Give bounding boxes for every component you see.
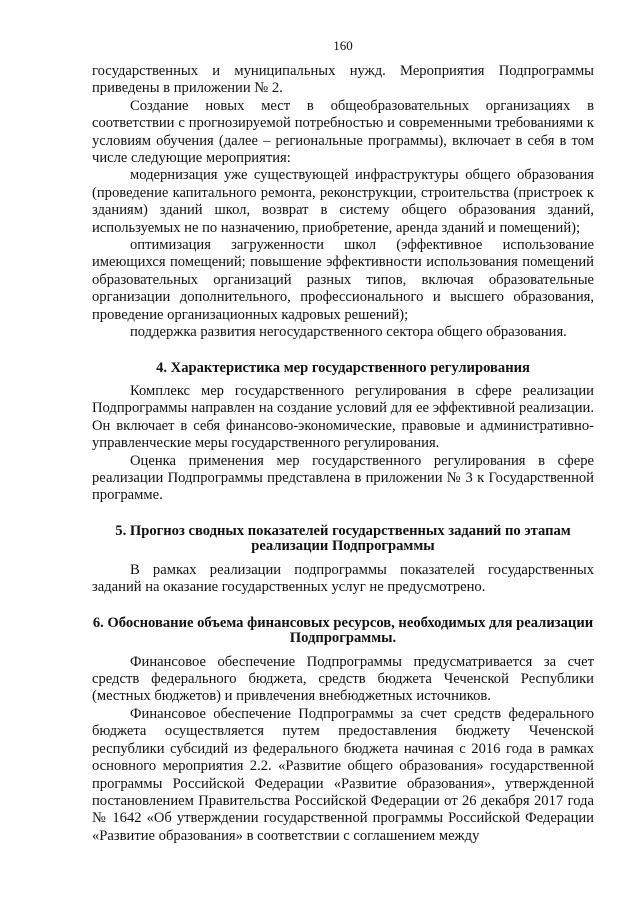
section-4-heading: 4. Характеристика мер государственного регулирования [156,359,530,376]
section-5-heading: 5. Прогноз сводных показателей государственных заданий по этапам реализации Подпрограммы [115,522,571,555]
paragraph-optimization: оптимизация загруженности школ (эффективное использование имеющихся помещений; повышение эффективности использования помещений образовательных организаций разных типов, включая образовательные организации дополнительного, профессионального и высшего образования, проведение организационных кадровых решений); [92,237,594,323]
section-6-heading: 6. Обоснование объема финансовых ресурсов, необходимых для реализации Подпрограммы. [92,614,594,647]
section-4-paragraph: Оценка применения мер государственного регулирования в сфере реализации Подпрограммы представлена в приложении № 3 к Государственной программе. [92,452,594,504]
section-4-paragraph: Комплекс мер государственного регулирования в сфере реализации Подпрограммы направлен на создание условий для ее эффективной реализации. Он включает в себя финансово-экономические, правовые и административно-управленческие меры государственного регулирования. [92,383,594,452]
section-6-paragraph: Финансовое обеспечение Подпрограммы за счет средств федерального бюджета осуществляется путем предоставления бюджету Чеченской республики субсидий из федерального бюджета начиная с 2016 года в рамках основного мероприятия 2.2. «Развитие общего образования» государственной программы Российской Федерации «Развитие образования», утвержденной постановлением Правительства Российской Федерации от 26 декабря 2017 года № 1642 «Об утверждении государственной программы Российской Федерации «Развитие образования» в соответствии с соглашением между [92,705,594,844]
section-6-paragraph: Финансовое обеспечение Подпрограммы предусматривается за счет средств федерального бюджета, средств бюджета Чеченской Республики (местных бюджетов) и привлечения внебюджетных источников. [92,653,594,705]
paragraph-support: поддержка развития негосударственного сектора общего образования. [130,324,567,341]
section-5-paragraph: В рамках реализации подпрограммы показателей государственных заданий на оказание государственных услуг не предусмотрено. [92,561,594,596]
paragraph-modernization: модернизация уже существующей инфраструктуры общего образования (проведение капитального ремонта, реконструкции, строительства (пристроек к зданиям) зданий школ, возврат в систему общего образования зданий, используемых не по назначению, приобретение, аренда зданий и помещений); [92,167,594,236]
paragraph-continuation: государственных и муниципальных нужд. Мероприятия Подпрограммы приведены в приложении № 2. [92,63,594,97]
paragraph-new-places: Создание новых мест в общеобразовательных организациях в соответствии с прогнозируемой потребностью и современными требованиями к условиям обучения (далее – региональные программы), включает в себя в том числе следующие мероприятия: [92,97,594,167]
document-page [92,38,594,845]
page-number: 160 [333,38,353,53]
